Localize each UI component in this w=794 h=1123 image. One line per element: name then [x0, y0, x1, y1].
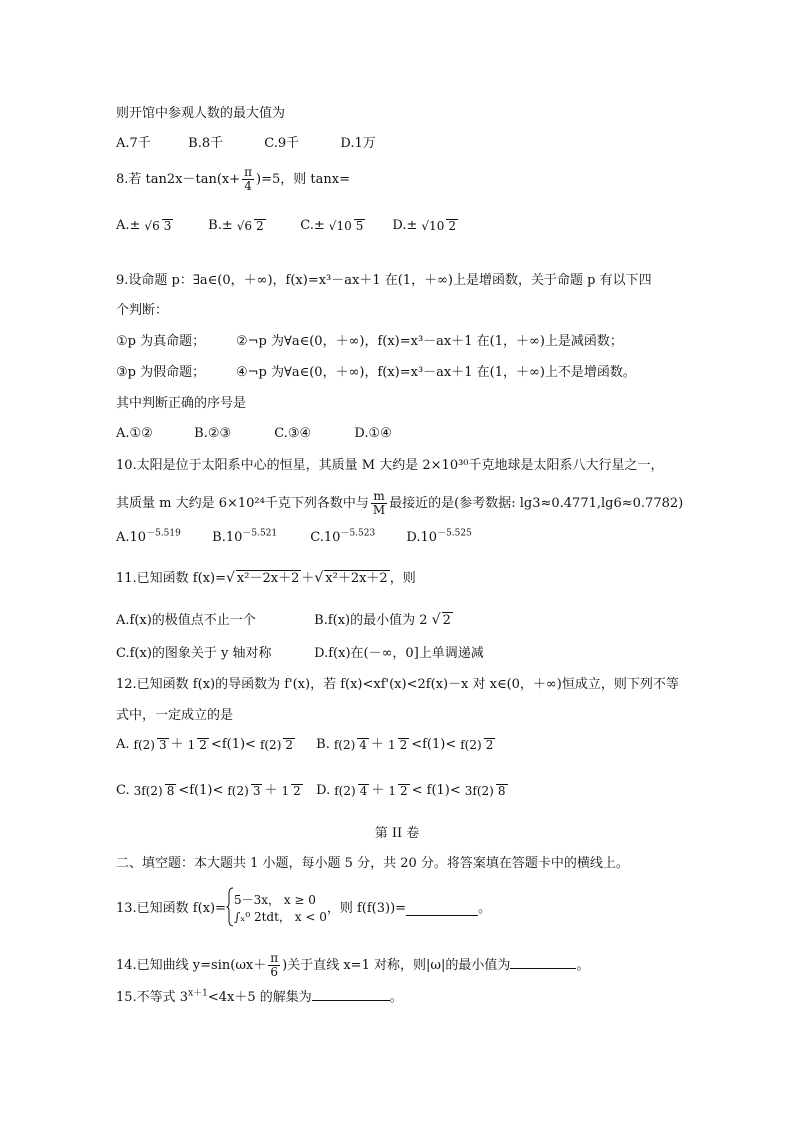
- q12-c-n1: 3f(2): [133, 783, 163, 798]
- q10-option-d-exp: －5.525: [437, 528, 472, 539]
- q11-option-d: D.f(x)在(－∞，0]上单调递减: [314, 646, 484, 661]
- q12-b-frac2: [386, 738, 409, 752]
- q8-option-a-den: 3: [163, 218, 172, 233]
- q9-line2: 个判断：: [116, 303, 169, 318]
- q8-option-c-frac: [327, 219, 366, 233]
- q14-prefix: 14.已知曲线 y=sin(ωx＋: [116, 958, 267, 973]
- q12-option-c: [116, 783, 312, 799]
- q7-option-d: D.1万: [340, 136, 376, 151]
- q12-c-d2: 3: [252, 783, 261, 798]
- q8-option-c-den: 5: [355, 218, 364, 233]
- q12-option-b: [316, 737, 497, 753]
- q9-judgment-4: ④¬p 为∀a∈(0，＋∞)，f(x)=x³－ax＋1 在(1，＋∞)上不是增函数。: [236, 365, 636, 380]
- q11-radicand-1: x²－2x＋2: [236, 571, 300, 586]
- left-brace-icon: [226, 887, 234, 932]
- q12-d-frac2: [386, 784, 409, 798]
- q9-options: [116, 426, 392, 442]
- q12-c-d1: 8: [166, 783, 175, 798]
- q10-option-c: [310, 530, 402, 546]
- q10-line2-a: 其质量 m 大约是 6×10²⁴千克下列各数中与: [116, 496, 369, 511]
- q15-stem: [116, 988, 403, 1006]
- q12-d-n3: 3f(2): [464, 783, 494, 798]
- q14-answer-blank[interactable]: [510, 956, 576, 969]
- q12-b-mid: <f(1)<: [411, 737, 457, 752]
- q7-stem: 则开馆中参观人数的最大值为: [116, 106, 286, 121]
- q12-c-label: C.: [116, 783, 130, 798]
- q8-option-b-num: √6: [236, 218, 252, 233]
- q10-option-b: [212, 530, 306, 546]
- q13-prefix: 13.已知函数 f(x)=: [116, 901, 226, 916]
- q8-frac-den: 4: [244, 179, 252, 193]
- q8-option-d-num: √10: [421, 218, 445, 233]
- q12-b-d3: 2: [485, 737, 494, 752]
- q12-a-label: A.: [116, 737, 130, 752]
- q8-option-a-label: A.±: [116, 218, 141, 233]
- q12-line2: 式中，一定成立的是: [116, 708, 234, 723]
- section-heading: 二、填空题：本大题共 1 小题，每小题 5 分，共 20 分。将答案填在答题卡中的横线上。: [116, 856, 629, 871]
- q12-c-frac1: [132, 784, 177, 798]
- q12-b-n2: 1: [387, 737, 396, 752]
- q12-d-frac3: [463, 784, 508, 798]
- q11-option-a: A.f(x)的极值点不止一个: [116, 613, 256, 628]
- q9-judgment-1: ①p 为真命题；: [116, 334, 206, 349]
- q8-option-a-frac: [142, 219, 173, 233]
- q11-prefix: 11.已知函数 f(x)=: [116, 571, 226, 586]
- q12-d-d3: 8: [497, 783, 506, 798]
- q12-a-n3: f(2): [259, 737, 282, 752]
- q12-a-frac2: [186, 738, 209, 752]
- q8-option-b-label: B.±: [208, 218, 233, 233]
- q7-option-b: B.8千: [188, 136, 224, 151]
- q12-d-frac1: [332, 784, 369, 798]
- q12-a-n2: 1: [187, 737, 196, 752]
- q10-option-c-exp: －5.523: [340, 528, 376, 539]
- q12-d-d1: 4: [359, 783, 368, 798]
- q10-option-a-base: A.10: [116, 530, 147, 545]
- q12-a-n1: f(2): [133, 737, 155, 752]
- q12-b-d2: 2: [399, 737, 408, 752]
- q12-d-plus: ＋: [371, 783, 385, 798]
- q15-prefix: 15.不等式 3: [116, 990, 189, 1005]
- q12-a-mid: <f(1)<: [210, 737, 256, 752]
- q10-line2-b: 最接近的是(参考数据: lg3≈0.4771,lg6≈0.7782): [389, 496, 684, 511]
- q14-frac: [268, 952, 280, 979]
- q12-options-row1: [116, 737, 497, 753]
- q10-option-d-base: D.10: [406, 530, 438, 545]
- q9-judgments-row2: [116, 365, 636, 381]
- q9-option-a: A.①②: [116, 426, 153, 441]
- q10-option-b-exp: －5.521: [242, 528, 278, 539]
- q12-b-frac1: [332, 738, 369, 752]
- q14-frac-num: π: [270, 951, 279, 965]
- q15-answer-blank[interactable]: [312, 988, 390, 1001]
- part2-title: 第 II 卷: [374, 826, 420, 841]
- q11-stem: [116, 570, 416, 587]
- q8-option-c-label: C.±: [300, 218, 325, 233]
- q11-options-row1: [116, 612, 453, 629]
- q12-options-row2: [116, 783, 510, 799]
- q12-a-d1: 3: [158, 737, 167, 752]
- q7-option-c: C.9千: [264, 136, 300, 151]
- q8-option-a: [116, 218, 204, 234]
- q12-b-label: B.: [316, 737, 330, 752]
- q12-b-plus: ＋: [370, 737, 384, 752]
- q13-end: 。: [478, 901, 492, 916]
- q10-option-a-exp: －5.519: [146, 528, 181, 539]
- q10-frac-den: M: [372, 503, 386, 517]
- q14-frac-den: 6: [270, 965, 279, 979]
- q11-option-b-radicand: 2: [442, 613, 451, 628]
- sqrt-icon: √: [314, 570, 324, 586]
- q12-option-d: [316, 783, 509, 799]
- q10-line1: 10.太阳是位于太阳系中心的恒星，其质量 M 大约是 2×10³⁰千克地球是太阳系八大行星之一，: [116, 458, 664, 473]
- q12-b-d1: 4: [359, 737, 367, 752]
- q12-d-n2: 1: [388, 783, 396, 798]
- q10-option-b-base: B.10: [212, 530, 243, 545]
- q11-suffix: ，则: [389, 571, 416, 586]
- q12-d-label: D.: [316, 783, 331, 798]
- q8-option-d-frac: [419, 219, 458, 233]
- q12-c-d3: 2: [293, 783, 301, 798]
- q12-a-frac3: [258, 738, 295, 752]
- q9-option-d: D.①④: [354, 426, 392, 441]
- q13-answer-blank[interactable]: [406, 903, 478, 916]
- q12-c-frac3: [279, 784, 302, 798]
- q9-line1: 9.设命题 p：∃a∈(0，＋∞)，f(x)=x³－ax＋1 在(1，＋∞)上是增函数，关于命题 p 有以下四: [116, 273, 652, 288]
- q12-b-frac3: [458, 738, 495, 752]
- q12-line1: 12.已知函数 f(x)的导函数为 f'(x)，若 f(x)<xf'(x)<2f(x)－x 对 x∈(0，＋∞)恒成立，则下列不等: [116, 677, 679, 692]
- q12-a-d2: 2: [199, 737, 207, 752]
- q12-c-plus: ＋: [264, 783, 278, 798]
- q8-options: [116, 218, 460, 234]
- q12-c-frac2: [225, 784, 262, 798]
- q15-suffix: <4x＋5 的解集为: [207, 990, 312, 1005]
- q12-d-n1: f(2): [334, 783, 356, 798]
- q8-option-a-num: √6: [144, 218, 160, 233]
- q9-judgment-2: ②¬p 为∀a∈(0，＋∞)，f(x)=x³－ax＋1 在(1，＋∞)上是减函数；: [236, 334, 623, 349]
- q8-option-b: [208, 218, 296, 234]
- q15-end: 。: [389, 990, 403, 1005]
- q8-suffix: )=5，则 tanx=: [256, 172, 350, 187]
- q9-judgment-3: ③p 为假命题；: [116, 365, 206, 380]
- q10-line2: [116, 490, 683, 517]
- q14-suffix: )关于直线 x=1 对称，则|ω|的最小值为: [282, 958, 511, 973]
- q10-frac-num: m: [373, 489, 385, 503]
- q10-option-d: [406, 530, 471, 546]
- q14-end: 。: [576, 958, 590, 973]
- q14-stem: [116, 952, 589, 979]
- q8-option-d: [392, 218, 460, 234]
- q8-frac-num: π: [244, 165, 253, 179]
- q11-radicand-2: x²＋2x＋2: [325, 571, 388, 586]
- q13-cases: [234, 892, 327, 926]
- q11-option-b: [314, 612, 453, 629]
- q12-c-n3: 1: [281, 783, 290, 798]
- q7-option-a: A.7千: [116, 136, 151, 151]
- q15-exp: x＋1: [188, 988, 208, 999]
- q12-a-d3: 2: [285, 737, 294, 752]
- q11-options-row2: [116, 646, 484, 662]
- q12-option-a: [116, 737, 312, 753]
- q8-option-d-label: D.±: [392, 218, 418, 233]
- sqrt-icon: √: [431, 612, 441, 628]
- q11-option-c: C.f(x)的图象关于 y 轴对称: [116, 646, 272, 661]
- q13-case-2: ∫ₓ⁰ 2tdt， x < 0: [234, 910, 327, 924]
- q8-frac: [242, 166, 254, 193]
- q9-option-b: B.②③: [194, 426, 232, 441]
- sqrt-icon: √: [226, 570, 235, 586]
- q9-ask: 其中判断正确的序号是: [116, 396, 247, 411]
- q11-plus: ＋: [301, 571, 315, 586]
- q8-option-c: [300, 218, 388, 234]
- q12-d-mid: < f(1)<: [411, 783, 461, 798]
- q9-option-c: C.③④: [274, 426, 312, 441]
- q10-option-a: [116, 530, 208, 546]
- q12-b-n3: f(2): [460, 737, 482, 752]
- q10-option-c-base: C.10: [310, 530, 341, 545]
- q12-c-mid: <f(1)<: [178, 783, 224, 798]
- q10-frac: [371, 490, 387, 517]
- q9-judgments-row1: [116, 334, 623, 350]
- q12-b-n1: f(2): [333, 737, 356, 752]
- q13-stem: [116, 888, 491, 930]
- q8-option-c-num: √10: [328, 218, 352, 233]
- q10-options: [116, 530, 472, 546]
- q8-option-b-frac: [235, 219, 266, 233]
- q12-a-frac1: [132, 738, 169, 752]
- q13-suffix: ，则 f(f(3))=: [326, 901, 407, 916]
- q13-case-1: 5－3x， x ≥ 0: [234, 893, 316, 907]
- q8-prefix: 8.若 tan2x－tan(x+: [116, 172, 241, 187]
- q12-a-plus: ＋: [170, 737, 184, 752]
- q7-options: [116, 136, 376, 152]
- q12-d-d2: 2: [399, 783, 408, 798]
- q11-option-b-text: B.f(x)的最小值为 2: [314, 613, 428, 628]
- q12-c-n2: f(2): [227, 783, 249, 798]
- q8-option-d-den: 2: [448, 218, 456, 233]
- q8-stem: [116, 166, 350, 193]
- q8-option-b-den: 2: [256, 218, 264, 233]
